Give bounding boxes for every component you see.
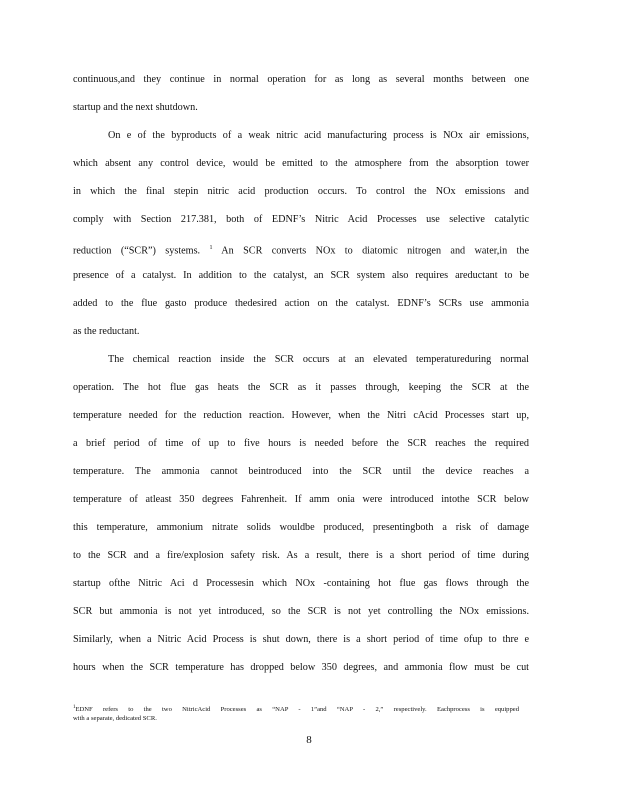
footnote-text: EDNF refers to the two NitricAcid Processes as “NAP - 1”and “NAP - 2,” respectively. Eachprocess is equipped (75, 706, 519, 714)
body-line: startup and the next shutdown. (73, 102, 198, 113)
body-line: as the reductant. (73, 326, 140, 337)
body-line: a brief period of time of up to five hours is needed before the SCR reaches the required (73, 438, 529, 449)
body-line: temperature needed for the reduction reaction. However, when the Nitri cAcid Processes start up, (73, 410, 529, 421)
body-line: temperature of atleast 350 degrees Fahrenheit. If amm onia were introduced intothe SCR below (73, 494, 529, 505)
page-number: 8 (306, 734, 312, 746)
body-line: comply with Section 217.381, both of EDNF’s Nitric Acid Processes use selective catalytic (73, 214, 529, 225)
body-line: startup ofthe Nitric Aci d Processesin which NOx -containing hot flue gas flows through the (73, 578, 529, 589)
body-line: temperature. The ammonia cannot beintroduced into the SCR until the device reaches a (73, 466, 529, 477)
body-line: SCR but ammonia is not yet introduced, so the SCR is not yet controlling the NOx emissions. (73, 606, 529, 617)
body-line: Similarly, when a Nitric Acid Process is shut down, there is a short period of time ofup to thre e (73, 634, 529, 645)
body-line: this temperature, ammonium nitrate solids wouldbe produced, presentingboth a risk of damage (73, 522, 529, 533)
body-line: continuous,and they continue in normal operation for as long as several months between one (73, 74, 529, 85)
body-line: presence of a catalyst. In addition to the catalyst, an SCR system also requires areductant to be (73, 270, 529, 281)
body-line (73, 241, 529, 258)
body-line: to the SCR and a fire/explosion safety risk. As a result, there is a short period of time during (73, 550, 529, 561)
footnote-line: with a separate, dedicated SCR. (73, 715, 157, 722)
body-line-rest: An SCR converts NOx to diatomic nitrogen and water,in the (212, 245, 529, 257)
footnote-reference: 1 (209, 245, 213, 251)
body-line: hours when the SCR temperature has dropped below 350 degrees, and ammonia flow must be cut (73, 662, 529, 673)
body-line: On e of the byproducts of a weak nitric acid manufacturing process is NOx air emissions, (108, 130, 529, 141)
body-line-start: reduction (“SCR”) systems. (73, 245, 210, 257)
footnote-line (73, 703, 519, 714)
footnote-divider (73, 696, 163, 697)
body-line: in which the final stepin nitric acid production occurs. To control the NOx emissions and (73, 186, 529, 197)
footnote-number: 1 (73, 705, 76, 710)
body-line: The chemical reaction inside the SCR occurs at an elevated temperatureduring normal (108, 354, 529, 365)
body-line: operation. The hot flue gas heats the SCR as it passes through, keeping the SCR at the (73, 382, 529, 393)
body-line: which absent any control device, would be emitted to the atmosphere from the absorption tower (73, 158, 529, 169)
body-line: added to the flue gasto produce thedesired action on the catalyst. EDNF’s SCRs use ammonia (73, 298, 529, 309)
